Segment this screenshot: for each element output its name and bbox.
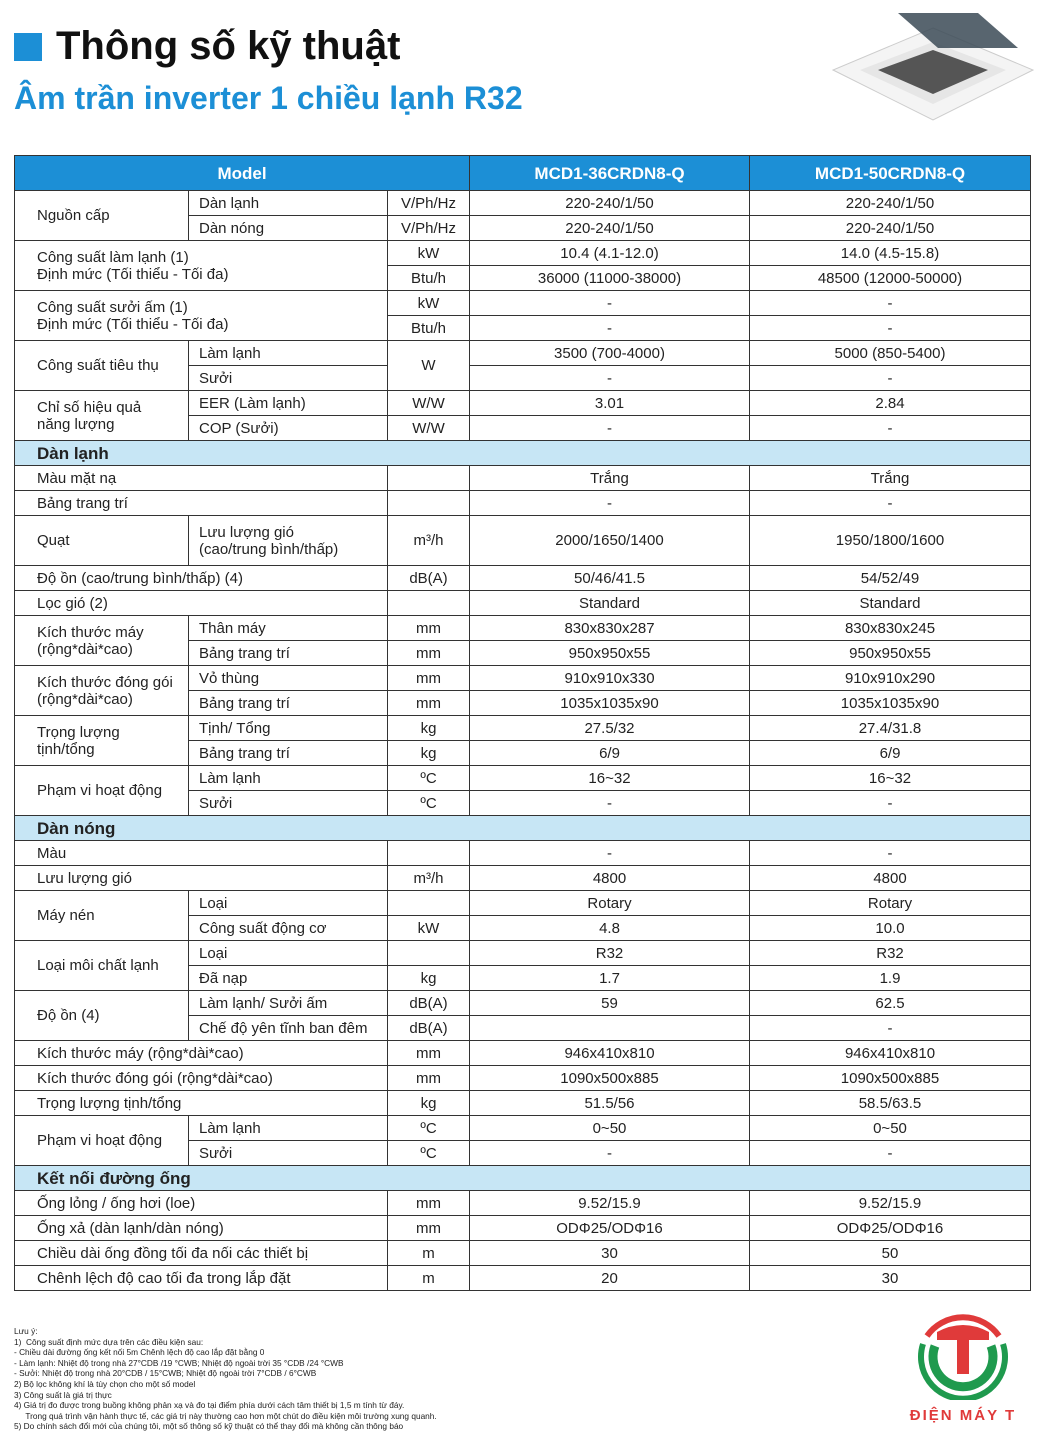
- row-label: Độ ồn (cao/trung bình/thấp) (4): [15, 566, 388, 591]
- section-row: [15, 816, 1031, 841]
- value-model-2: 14.0 (4.5-15.8): [750, 241, 1031, 266]
- value-model-2: Trắng: [750, 466, 1031, 491]
- row-label: Kích thước đóng gói (rộng*dài*cao): [15, 666, 189, 716]
- value-model-1: 3500 (700-4000): [470, 341, 750, 366]
- value-model-1: 4.8: [470, 916, 750, 941]
- unit-cell: dB(A): [388, 566, 470, 591]
- value-model-1: -: [470, 316, 750, 341]
- unit-cell: kg: [388, 741, 470, 766]
- unit-cell: V/Ph/Hz: [388, 216, 470, 241]
- row-label: Loại môi chất lạnh: [15, 941, 189, 991]
- value-model-2: 9.52/15.9: [750, 1191, 1031, 1216]
- value-model-2: -: [750, 491, 1031, 516]
- footnote-line: - Sưởi: Nhiệt độ trong nhà 20°CDB / 15°CWB; Nhiệt độ ngoài trời 7°CDB / 6°CWB: [14, 1368, 317, 1379]
- value-model-2: -: [750, 366, 1031, 391]
- row-label: Phạm vi hoạt động: [15, 1116, 189, 1166]
- unit-cell: V/Ph/Hz: [388, 191, 470, 216]
- unit-cell: m³/h: [388, 516, 470, 566]
- unit-cell: m: [388, 1266, 470, 1291]
- footnote-line: Trong quá trình vận hành thực tế, các giá trị này thường cao hơn một chút do điều kiện môi trường xung quanh.: [14, 1410, 437, 1421]
- row-sublabel: COP (Sưởi): [189, 416, 388, 441]
- unit-cell: kW: [388, 291, 470, 316]
- value-model-2: -: [750, 291, 1031, 316]
- row-sublabel: Tịnh/ Tổng: [189, 716, 388, 741]
- table-row: [15, 341, 1031, 366]
- table-row: [15, 1066, 1031, 1091]
- value-model-1: ODΦ25/ODΦ16: [470, 1216, 750, 1241]
- table-row: [15, 391, 1031, 416]
- value-model-2: 950x950x55: [750, 641, 1031, 666]
- value-model-2: 1950/1800/1600: [750, 516, 1031, 566]
- logo-mark-icon: [913, 1306, 1013, 1400]
- section-title: Dàn lạnh: [15, 441, 1031, 466]
- table-row: [15, 1116, 1031, 1141]
- value-model-2: 910x910x290: [750, 666, 1031, 691]
- row-sublabel: Chế độ yên tĩnh ban đêm: [189, 1016, 388, 1041]
- row-label: Trọng lượng tịnh/tổng: [15, 1091, 388, 1116]
- value-model-1: 4800: [470, 866, 750, 891]
- footnote-line: 4) Giá trị đo được trong buồng không phản xạ và đo tại điểm phía dưới cách tâm thiết bị 1,5 m tính từ đáy.: [14, 1400, 405, 1411]
- value-model-1: 20: [470, 1266, 750, 1291]
- value-model-1: -: [470, 291, 750, 316]
- table-row: [15, 616, 1031, 641]
- value-model-1: 1035x1035x90: [470, 691, 750, 716]
- row-label: Ống xả (dàn lạnh/dàn nóng): [15, 1216, 388, 1241]
- value-model-1: -: [470, 1141, 750, 1166]
- table-row: [15, 516, 1031, 566]
- value-model-1: -: [470, 416, 750, 441]
- value-model-2: 1.9: [750, 966, 1031, 991]
- value-model-1: 51.5/56: [470, 1091, 750, 1116]
- unit-cell: W: [388, 341, 470, 391]
- row-sublabel: Dàn lạnh: [189, 191, 388, 216]
- value-model-2: -: [750, 841, 1031, 866]
- unit-cell: kW: [388, 241, 470, 266]
- row-sublabel: Vỏ thùng: [189, 666, 388, 691]
- row-label: Lưu lượng gió: [15, 866, 388, 891]
- value-model-2: -: [750, 316, 1031, 341]
- value-model-2: 54/52/49: [750, 566, 1031, 591]
- footnote-line: - Làm lạnh: Nhiệt độ trong nhà 27°CDB /19 °CWB; Nhiệt độ ngoài trời 35 °CDB /24 °CWB: [14, 1357, 344, 1368]
- row-label: Ống lỏng / ống hơi (loe): [15, 1191, 388, 1216]
- unit-cell: ºC: [388, 791, 470, 816]
- row-sublabel: Đã nạp: [189, 966, 388, 991]
- unit-cell: Btu/h: [388, 266, 470, 291]
- row-label: Phạm vi hoạt động: [15, 766, 189, 816]
- unit-cell: ºC: [388, 766, 470, 791]
- value-model-1: Rotary: [470, 891, 750, 916]
- section-title: Dàn nóng: [15, 816, 1031, 841]
- row-sublabel: Sưởi: [189, 1141, 388, 1166]
- unit-cell: m³/h: [388, 866, 470, 891]
- row-label: Màu: [15, 841, 388, 866]
- table-row: [15, 1241, 1031, 1266]
- table-row: [15, 1216, 1031, 1241]
- row-label: Công suất tiêu thụ: [15, 341, 189, 391]
- unit-cell: kg: [388, 716, 470, 741]
- title-block: [14, 24, 400, 69]
- value-model-1: 9.52/15.9: [470, 1191, 750, 1216]
- value-model-2: -: [750, 416, 1031, 441]
- row-label: Màu mặt nạ: [15, 466, 388, 491]
- table-header-row: [15, 156, 1031, 191]
- value-model-2: 5000 (850-5400): [750, 341, 1031, 366]
- value-model-1: 16~32: [470, 766, 750, 791]
- table-row: [15, 891, 1031, 916]
- value-model-1: 6/9: [470, 741, 750, 766]
- table-row: [15, 991, 1031, 1016]
- footnote-line: 2) Bộ lọc không khí là tùy chọn cho một số model: [14, 1378, 196, 1389]
- unit-cell: mm: [388, 1066, 470, 1091]
- row-label: Kích thước máy (rộng*dài*cao): [15, 1041, 388, 1066]
- row-sublabel: Sưởi: [189, 366, 388, 391]
- value-model-2: -: [750, 791, 1031, 816]
- unit-cell: [388, 941, 470, 966]
- table-row: [15, 941, 1031, 966]
- footnote-line: 3) Công suất là giá trị thực: [14, 1389, 112, 1400]
- table-row: [15, 1041, 1031, 1066]
- row-sublabel: Làm lạnh: [189, 341, 388, 366]
- value-model-2: 2.84: [750, 391, 1031, 416]
- value-model-1: 220-240/1/50: [470, 191, 750, 216]
- value-model-1: -: [470, 366, 750, 391]
- unit-cell: dB(A): [388, 1016, 470, 1041]
- value-model-2: 946x410x810: [750, 1041, 1031, 1066]
- value-model-2: 4800: [750, 866, 1031, 891]
- value-model-1: 59: [470, 991, 750, 1016]
- value-model-2: 220-240/1/50: [750, 216, 1031, 241]
- spec-table: [14, 155, 1031, 1291]
- row-sublabel: Làm lạnh: [189, 1116, 388, 1141]
- row-label: Bảng trang trí: [15, 491, 388, 516]
- value-model-2: 62.5: [750, 991, 1031, 1016]
- value-model-1: 30: [470, 1241, 750, 1266]
- value-model-1: -: [470, 841, 750, 866]
- value-model-1: 1.7: [470, 966, 750, 991]
- table-row: [15, 841, 1031, 866]
- model-header-1: MCD1-36CRDN8-Q: [470, 156, 750, 191]
- value-model-1: 36000 (11000-38000): [470, 266, 750, 291]
- footnote-line: 1) Công suất định mức dựa trên các điều kiện sau:: [14, 1336, 204, 1347]
- table-row: [15, 491, 1031, 516]
- value-model-1: 0~50: [470, 1116, 750, 1141]
- table-row: [15, 866, 1031, 891]
- row-label: Chỉ số hiệu quả năng lượng: [15, 391, 189, 441]
- value-model-1: -: [470, 791, 750, 816]
- value-model-2: 1035x1035x90: [750, 691, 1031, 716]
- row-sublabel: Bảng trang trí: [189, 741, 388, 766]
- title-square-icon: [14, 33, 42, 61]
- value-model-2: 27.4/31.8: [750, 716, 1031, 741]
- row-label: Máy nén: [15, 891, 189, 941]
- unit-cell: kg: [388, 966, 470, 991]
- table-row: [15, 666, 1031, 691]
- value-model-2: Standard: [750, 591, 1031, 616]
- table-row: [15, 241, 1031, 266]
- value-model-2: ODΦ25/ODΦ16: [750, 1216, 1031, 1241]
- row-label: Trọng lượng tịnh/tổng: [15, 716, 189, 766]
- footnote-line: 5) Do chính sách đổi mới của chúng tôi, một số thông số kỹ thuật có thể thay đổi mà không cần thông báo: [14, 1421, 404, 1432]
- unit-cell: W/W: [388, 416, 470, 441]
- unit-cell: mm: [388, 666, 470, 691]
- row-sublabel: Sưởi: [189, 791, 388, 816]
- section-title: Kết nối đường ống: [15, 1166, 1031, 1191]
- footnote-line: Lưu ý:: [14, 1326, 38, 1336]
- table-row: [15, 566, 1031, 591]
- row-label: Lọc gió (2): [15, 591, 388, 616]
- unit-cell: Btu/h: [388, 316, 470, 341]
- unit-cell: mm: [388, 1191, 470, 1216]
- model-header-2: MCD1-50CRDN8-Q: [750, 156, 1031, 191]
- row-label: Công suất sưởi ấm (1) Định mức (Tối thiểu - Tối đa): [15, 291, 388, 341]
- row-sublabel: Bảng trang trí: [189, 691, 388, 716]
- row-sublabel: EER (Làm lạnh): [189, 391, 388, 416]
- row-label: Chênh lệch độ cao tối đa trong lắp đặt: [15, 1266, 388, 1291]
- table-row: [15, 1266, 1031, 1291]
- value-model-2: 10.0: [750, 916, 1031, 941]
- row-sublabel: Dàn nóng: [189, 216, 388, 241]
- unit-cell: mm: [388, 1041, 470, 1066]
- value-model-1: 27.5/32: [470, 716, 750, 741]
- model-header: Model: [15, 156, 470, 191]
- row-sublabel: Bảng trang trí: [189, 641, 388, 666]
- row-label: Chiều dài ống đồng tối đa nối các thiết bị: [15, 1241, 388, 1266]
- value-model-2: -: [750, 1141, 1031, 1166]
- unit-cell: [388, 891, 470, 916]
- value-model-1: R32: [470, 941, 750, 966]
- unit-cell: m: [388, 1241, 470, 1266]
- value-model-2: 48500 (12000-50000): [750, 266, 1031, 291]
- unit-cell: [388, 491, 470, 516]
- table-row: [15, 716, 1031, 741]
- row-sublabel: Thân máy: [189, 616, 388, 641]
- value-model-2: 58.5/63.5: [750, 1091, 1031, 1116]
- section-row: [15, 1166, 1031, 1191]
- page-subtitle: Âm trần inverter 1 chiều lạnh R32: [14, 80, 523, 116]
- value-model-2: 220-240/1/50: [750, 191, 1031, 216]
- value-model-1: -: [470, 491, 750, 516]
- value-model-2: 50: [750, 1241, 1031, 1266]
- unit-cell: mm: [388, 616, 470, 641]
- footnotes: [14, 1326, 437, 1432]
- value-model-2: 830x830x245: [750, 616, 1031, 641]
- table-row: [15, 191, 1031, 216]
- row-sublabel: Làm lạnh/ Sưởi ấm: [189, 991, 388, 1016]
- row-sublabel: Lưu lượng gió (cao/trung bình/thấp): [189, 516, 388, 566]
- logo-text: ĐIỆN MÁY T: [909, 1407, 1017, 1424]
- value-model-1: Standard: [470, 591, 750, 616]
- page-title: Thông số kỹ thuật: [56, 24, 401, 68]
- value-model-2: 1090x500x885: [750, 1066, 1031, 1091]
- unit-cell: kW: [388, 916, 470, 941]
- brand-logo: [898, 1306, 1028, 1424]
- row-label: Độ ồn (4): [15, 991, 189, 1041]
- unit-cell: ºC: [388, 1116, 470, 1141]
- table-row: [15, 1091, 1031, 1116]
- value-model-2: 30: [750, 1266, 1031, 1291]
- row-sublabel: Công suất động cơ: [189, 916, 388, 941]
- row-label: Kích thước đóng gói (rộng*dài*cao): [15, 1066, 388, 1091]
- unit-cell: [388, 466, 470, 491]
- value-model-1: 3.01: [470, 391, 750, 416]
- value-model-1: [470, 1016, 750, 1041]
- table-row: [15, 766, 1031, 791]
- unit-cell: ºC: [388, 1141, 470, 1166]
- unit-cell: mm: [388, 691, 470, 716]
- value-model-2: Rotary: [750, 891, 1031, 916]
- row-label: Nguồn cấp: [15, 191, 189, 241]
- row-sublabel: Loại: [189, 891, 388, 916]
- value-model-2: 0~50: [750, 1116, 1031, 1141]
- unit-cell: [388, 591, 470, 616]
- row-sublabel: Loại: [189, 941, 388, 966]
- row-label: Kích thước máy (rộng*dài*cao): [15, 616, 189, 666]
- value-model-1: 830x830x287: [470, 616, 750, 641]
- value-model-1: 50/46/41.5: [470, 566, 750, 591]
- table-row: [15, 1191, 1031, 1216]
- value-model-1: 946x410x810: [470, 1041, 750, 1066]
- unit-cell: dB(A): [388, 991, 470, 1016]
- unit-cell: mm: [388, 641, 470, 666]
- table-row: [15, 591, 1031, 616]
- value-model-1: 910x910x330: [470, 666, 750, 691]
- footnote-line: - Chiều dài đường ống kết nối 5m Chênh lệch độ cao lắp đặt bằng 0: [14, 1347, 265, 1358]
- value-model-2: -: [750, 1016, 1031, 1041]
- cassette-unit-image: [828, 8, 1038, 128]
- value-model-1: 1090x500x885: [470, 1066, 750, 1091]
- value-model-1: Trắng: [470, 466, 750, 491]
- value-model-2: R32: [750, 941, 1031, 966]
- value-model-2: 6/9: [750, 741, 1031, 766]
- section-row: [15, 441, 1031, 466]
- table-row: [15, 466, 1031, 491]
- value-model-1: 220-240/1/50: [470, 216, 750, 241]
- unit-cell: kg: [388, 1091, 470, 1116]
- unit-cell: mm: [388, 1216, 470, 1241]
- unit-cell: [388, 841, 470, 866]
- value-model-1: 10.4 (4.1-12.0): [470, 241, 750, 266]
- value-model-1: 2000/1650/1400: [470, 516, 750, 566]
- row-sublabel: Làm lạnh: [189, 766, 388, 791]
- row-label: Công suất làm lạnh (1) Định mức (Tối thiểu - Tối đa): [15, 241, 388, 291]
- row-label: Quạt: [15, 516, 189, 566]
- value-model-1: 950x950x55: [470, 641, 750, 666]
- value-model-2: 16~32: [750, 766, 1031, 791]
- table-row: [15, 291, 1031, 316]
- unit-cell: W/W: [388, 391, 470, 416]
